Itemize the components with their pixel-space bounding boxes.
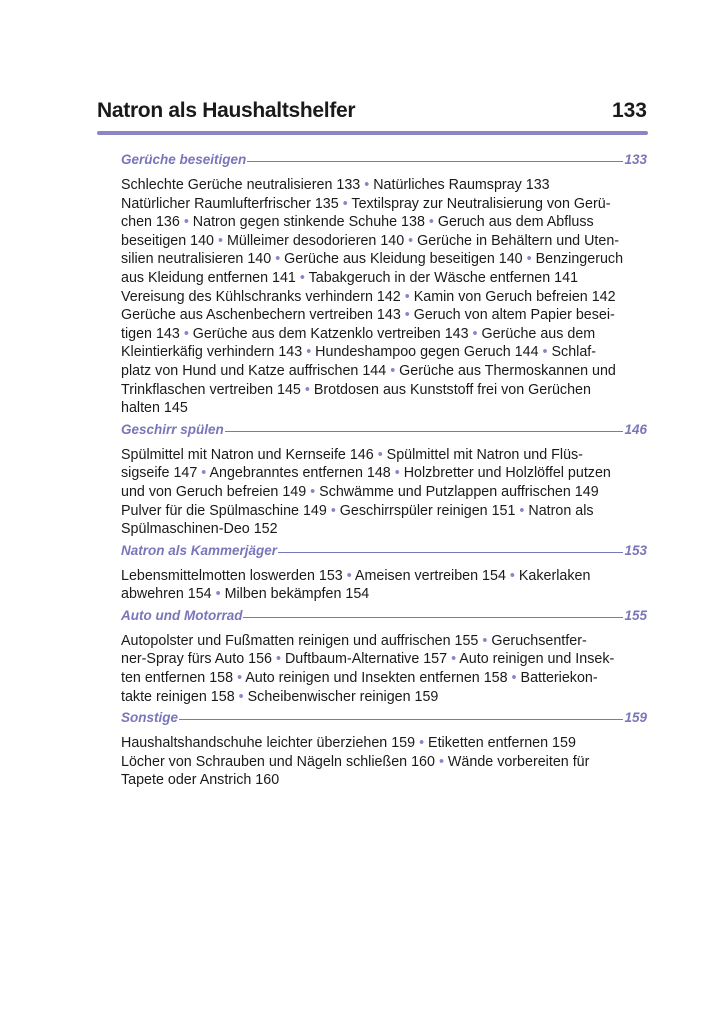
entry-line: Trinkflaschen vertreiben 145 • Brotdosen aus Kunststoff frei von Gerüchen (121, 381, 591, 398)
bullet-separator: • (509, 567, 515, 584)
bullet-separator: • (304, 381, 310, 398)
section-heading (121, 710, 647, 729)
entry-line: Pulver für die Spülmaschine 149 • Geschirrspüler reinigen 151 • Natron als (121, 502, 594, 519)
entry-line: ten entfernen 158 • Auto reinigen und Insekten entfernen 158 • Batteriekon- (121, 670, 598, 687)
page-title: Natron als Haushaltshelfer (97, 99, 356, 122)
section-body (121, 734, 647, 790)
bullet-separator: • (472, 325, 478, 342)
bullet-separator: • (237, 670, 243, 687)
bullet-separator: • (428, 214, 434, 231)
bullet-separator: • (299, 269, 305, 286)
entry-line: Spülmaschinen-Deo 152 (121, 521, 278, 538)
leader-line (179, 719, 623, 720)
bullet-separator: • (201, 465, 207, 482)
entry-line: sigseife 147 • Angebranntes entfernen 148 • Holzbretter und Holzlöffel putzen (121, 465, 611, 482)
entry-line: abwehren 154 • Milben bekämpfen 154 (121, 586, 370, 603)
entry-line: takte reinigen 158 • Scheibenwischer reinigen 159 (121, 688, 439, 705)
entry-line: Vereisung des Kühlschranks verhindern 142 • Kamin von Geruch befreien 142 (121, 288, 616, 305)
section-body (121, 446, 647, 539)
leader-line (243, 617, 623, 618)
entry-line: halten 145 (121, 400, 188, 417)
entry-line: aus Kleidung entfernen 141 • Tabakgeruch in der Wäsche entfernen 141 (121, 269, 579, 286)
bullet-separator: • (542, 344, 548, 361)
bullet-separator: • (377, 446, 383, 463)
entry-line: Autopolster und Fußmatten reinigen und auffrischen 155 • Geruchsentfer- (121, 632, 587, 649)
toc-section (121, 710, 647, 790)
section-title: Natron als Kammerjäger (121, 542, 278, 558)
bullet-separator: • (238, 688, 244, 705)
bullet-separator: • (438, 753, 444, 770)
leader-line (278, 552, 623, 553)
bullet-separator: • (183, 325, 189, 342)
bullet-separator: • (511, 670, 517, 687)
toc-section (121, 152, 647, 418)
section-heading (121, 422, 647, 441)
entry-line: silien neutralisieren 140 • Gerüche aus Kleidung beseitigen 140 • Benzingeruch (121, 251, 624, 268)
entry-line: Spülmittel mit Natron und Kernseife 146 • Spülmittel mit Natron und Flüs- (121, 446, 583, 463)
bullet-separator: • (408, 232, 414, 249)
entry-line: Gerüche aus Aschenbechern vertreiben 143 • Geruch von altem Papier besei- (121, 307, 615, 324)
section-body (121, 632, 647, 706)
section-title: Geschirr spülen (121, 421, 224, 437)
page-number: 133 (611, 99, 647, 122)
section-page: 153 (624, 542, 647, 558)
toc-section (121, 543, 647, 604)
entry-line: Tapete oder Anstrich 160 (121, 772, 280, 789)
entry-line: ner-Spray fürs Auto 156 • Duftbaum-Alternative 157 • Auto reinigen und Insek- (121, 651, 615, 668)
bullet-separator: • (215, 586, 221, 603)
bullet-separator: • (394, 465, 400, 482)
bullet-separator: • (451, 651, 457, 668)
bullet-separator: • (217, 232, 223, 249)
section-heading (121, 608, 647, 627)
entry-line: chen 136 • Natron gegen stinkende Schuhe 138 • Geruch aus dem Abfluss (121, 214, 594, 231)
bullet-separator: • (342, 195, 348, 212)
toc-content (121, 152, 647, 794)
section-page: 159 (624, 710, 647, 726)
bullet-separator: • (404, 288, 410, 305)
bullet-separator: • (310, 483, 316, 500)
section-body (121, 567, 647, 604)
section-page: 133 (624, 152, 647, 167)
bullet-separator: • (275, 651, 281, 668)
bullet-separator: • (306, 344, 312, 361)
bullet-separator: • (482, 632, 488, 649)
section-title: Auto und Motorrad (121, 607, 243, 623)
header-rule (97, 131, 648, 135)
entry-line: beseitigen 140 • Mülleimer desodorieren 140 • Gerüche in Behältern und Uten- (121, 232, 620, 249)
entry-line: Löcher von Schrauben und Nägeln schließen 160 • Wände vorbereiten für (121, 753, 590, 770)
leader-line (225, 431, 624, 432)
bullet-separator: • (404, 307, 410, 324)
bullet-separator: • (364, 177, 370, 193)
bullet-separator: • (183, 214, 189, 231)
toc-section (121, 422, 647, 539)
entry-line: Kleintierkäfig verhindern 143 • Hundeshampoo gegen Geruch 144 • Schlaf- (121, 344, 596, 361)
bullet-separator: • (519, 502, 525, 519)
section-page: 155 (624, 607, 647, 623)
entry-line: tigen 143 • Gerüche aus dem Katzenklo vertreiben 143 • Gerüche aus dem (121, 325, 596, 342)
section-title: Gerüche beseitigen (121, 152, 247, 167)
entry-line: Natürlicher Raumlufterfrischer 135 • Textilspray zur Neutralisierung von Gerü- (121, 195, 611, 212)
entry-line: Schlechte Gerüche neutralisieren 133 • Natürliches Raumspray 133 (121, 177, 550, 193)
section-body (121, 176, 647, 418)
bullet-separator: • (419, 735, 425, 752)
section-page: 146 (624, 421, 647, 437)
entry-line: platz von Hund und Katze auffrischen 144 • Gerüche aus Thermoskannen und (121, 362, 616, 379)
page-header (97, 99, 647, 123)
entry-line: Haushaltshandschuhe leichter überziehen 159 • Etiketten entfernen 159 (121, 735, 576, 752)
bullet-separator: • (526, 251, 532, 268)
section-title: Sonstige (121, 710, 179, 726)
bullet-separator: • (330, 502, 336, 519)
bullet-separator: • (275, 251, 281, 268)
section-heading (121, 543, 647, 562)
section-heading (121, 152, 647, 171)
bullet-separator: • (390, 362, 396, 379)
entry-line: und von Geruch befreien 149 • Schwämme und Putzlappen auffrischen 149 (121, 483, 599, 500)
bullet-separator: • (346, 567, 352, 584)
leader-line (247, 161, 623, 162)
entry-line: Lebensmittelmotten loswerden 153 • Ameisen vertreiben 154 • Kakerlaken (121, 567, 591, 584)
toc-section (121, 608, 647, 706)
